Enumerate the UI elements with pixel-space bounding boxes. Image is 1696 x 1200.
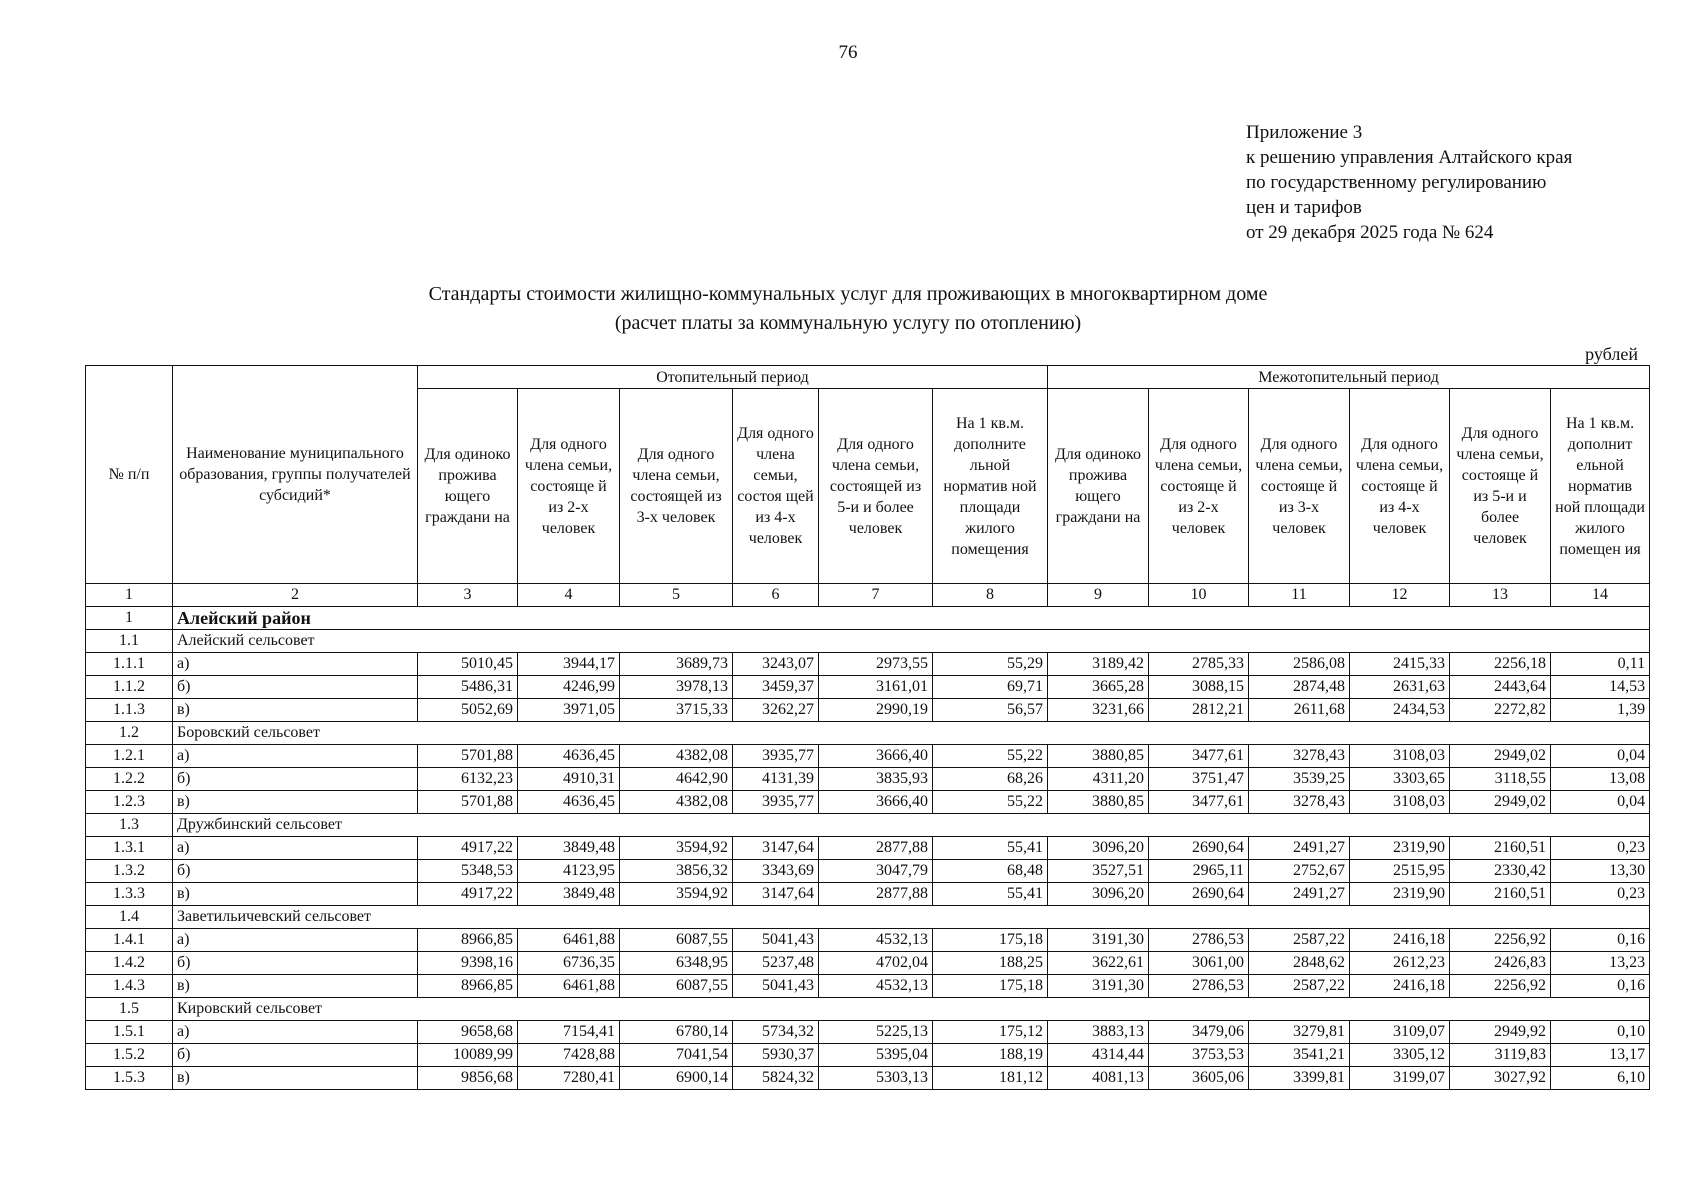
value-cell: 7154,41 xyxy=(518,1021,620,1044)
value-cell: 55,41 xyxy=(933,883,1048,906)
value-cell: 3849,48 xyxy=(518,837,620,860)
value-cell: 6,10 xyxy=(1551,1067,1650,1090)
value-cell: 3303,65 xyxy=(1350,768,1450,791)
appendix-line: цен и тарифов xyxy=(1246,197,1362,218)
header-non-heating-period: Межотопительный период xyxy=(1048,366,1650,389)
value-cell: 5824,32 xyxy=(733,1067,819,1090)
value-cell: 3835,93 xyxy=(819,768,933,791)
value-cell: 3594,92 xyxy=(620,883,733,906)
value-cell: 3279,81 xyxy=(1249,1021,1350,1044)
table-row xyxy=(86,975,1650,998)
value-cell: 10089,99 xyxy=(418,1044,518,1067)
title-line-1: Стандарты стоимости жилищно-коммунальных услуг для проживающих в многоквартирном доме xyxy=(428,283,1268,305)
table-row xyxy=(86,883,1650,906)
value-cell: 6461,88 xyxy=(518,929,620,952)
column-number: 8 xyxy=(933,584,1048,607)
value-cell: 3753,53 xyxy=(1149,1044,1249,1067)
value-cell: 3689,73 xyxy=(620,653,733,676)
row-number: 1.1.3 xyxy=(86,699,173,722)
value-cell: 3243,07 xyxy=(733,653,819,676)
subsidy-group-label: б) xyxy=(173,768,418,791)
value-cell: 175,18 xyxy=(933,975,1048,998)
value-cell: 55,41 xyxy=(933,837,1048,860)
value-cell: 3343,69 xyxy=(733,860,819,883)
appendix-line: Приложение 3 xyxy=(1246,122,1363,143)
municipality-name: Боровский сельсовет xyxy=(173,722,1650,745)
value-cell: 0,16 xyxy=(1551,929,1650,952)
value-cell: 3027,92 xyxy=(1450,1067,1551,1090)
value-cell: 4532,13 xyxy=(819,975,933,998)
value-cell: 5348,53 xyxy=(418,860,518,883)
value-cell: 3883,13 xyxy=(1048,1021,1149,1044)
value-cell: 3108,03 xyxy=(1350,745,1450,768)
value-cell: 2785,33 xyxy=(1149,653,1249,676)
municipality-name: Алейский сельсовет xyxy=(173,630,1650,653)
value-cell: 68,48 xyxy=(933,860,1048,883)
value-cell: 5486,31 xyxy=(418,676,518,699)
column-number: 3 xyxy=(418,584,518,607)
value-cell: 6087,55 xyxy=(620,929,733,952)
municipality-name: Кировский сельсовет xyxy=(173,998,1650,1021)
value-cell: 4131,39 xyxy=(733,768,819,791)
value-cell: 3231,66 xyxy=(1048,699,1149,722)
table-row xyxy=(86,1067,1650,1090)
header-non-heating-col: Для одиноко прожива ющего граждани на xyxy=(1048,389,1149,584)
value-cell: 2973,55 xyxy=(819,653,933,676)
value-cell: 4081,13 xyxy=(1048,1067,1149,1090)
row-number: 1.1.1 xyxy=(86,653,173,676)
value-cell: 3541,21 xyxy=(1249,1044,1350,1067)
header-heating-col: Для одного члена семьи, состоящей из 3-х человек xyxy=(620,389,733,584)
value-cell: 3278,43 xyxy=(1249,791,1350,814)
value-cell: 3108,03 xyxy=(1350,791,1450,814)
value-cell: 3262,27 xyxy=(733,699,819,722)
value-cell: 2272,82 xyxy=(1450,699,1551,722)
row-number: 1.2.3 xyxy=(86,791,173,814)
column-number: 5 xyxy=(620,584,733,607)
value-cell: 6087,55 xyxy=(620,975,733,998)
value-cell: 0,23 xyxy=(1551,883,1650,906)
value-cell: 13,30 xyxy=(1551,860,1650,883)
value-cell: 3191,30 xyxy=(1048,929,1149,952)
value-cell: 6461,88 xyxy=(518,975,620,998)
value-cell: 7280,41 xyxy=(518,1067,620,1090)
value-cell: 2491,27 xyxy=(1249,837,1350,860)
value-cell: 2587,22 xyxy=(1249,975,1350,998)
header-heating-col: На 1 кв.м. дополните льной норматив ной площади жилого помещения xyxy=(933,389,1048,584)
unit-label: рублей xyxy=(1585,344,1638,364)
column-number: 1 xyxy=(86,584,173,607)
value-cell: 3096,20 xyxy=(1048,883,1149,906)
table-body xyxy=(86,584,1650,1090)
municipality-name: Дружбинский сельсовет xyxy=(173,814,1650,837)
value-cell: 3978,13 xyxy=(620,676,733,699)
value-cell: 3944,17 xyxy=(518,653,620,676)
value-cell: 0,16 xyxy=(1551,975,1650,998)
header-num: № п/п xyxy=(86,366,173,584)
municipality-name: Заветильичевский сельсовет xyxy=(173,906,1650,929)
value-cell: 0,23 xyxy=(1551,837,1650,860)
row-number: 1.2 xyxy=(86,722,173,745)
value-cell: 4910,31 xyxy=(518,768,620,791)
value-cell: 6348,95 xyxy=(620,952,733,975)
value-cell: 3622,61 xyxy=(1048,952,1149,975)
row-number: 1.5.1 xyxy=(86,1021,173,1044)
value-cell: 13,17 xyxy=(1551,1044,1650,1067)
value-cell: 2330,42 xyxy=(1450,860,1551,883)
value-cell: 2990,19 xyxy=(819,699,933,722)
subsidy-group-label: б) xyxy=(173,952,418,975)
value-cell: 3191,30 xyxy=(1048,975,1149,998)
value-cell: 3119,83 xyxy=(1450,1044,1551,1067)
header-non-heating-col: Для одного члена семьи, состояще й из 5-и и более человек xyxy=(1450,389,1551,584)
value-cell: 2434,53 xyxy=(1350,699,1450,722)
value-cell: 5734,32 xyxy=(733,1021,819,1044)
value-cell: 3605,06 xyxy=(1149,1067,1249,1090)
value-cell: 3880,85 xyxy=(1048,791,1149,814)
value-cell: 2612,23 xyxy=(1350,952,1450,975)
appendix-block xyxy=(1246,120,1572,245)
value-cell: 2949,92 xyxy=(1450,1021,1551,1044)
column-number: 10 xyxy=(1149,584,1249,607)
row-number: 1.4.1 xyxy=(86,929,173,952)
header-heating-col: Для одного члена семьи, состояще й из 2-х человек xyxy=(518,389,620,584)
value-cell: 3666,40 xyxy=(819,745,933,768)
value-cell: 3199,07 xyxy=(1350,1067,1450,1090)
value-cell: 9398,16 xyxy=(418,952,518,975)
value-cell: 4532,13 xyxy=(819,929,933,952)
subsidy-group-label: в) xyxy=(173,975,418,998)
column-number: 13 xyxy=(1450,584,1551,607)
value-cell: 3665,28 xyxy=(1048,676,1149,699)
value-cell: 5395,04 xyxy=(819,1044,933,1067)
column-number: 11 xyxy=(1249,584,1350,607)
table-row xyxy=(86,745,1650,768)
value-cell: 3715,33 xyxy=(620,699,733,722)
value-cell: 68,26 xyxy=(933,768,1048,791)
value-cell: 2586,08 xyxy=(1249,653,1350,676)
value-cell: 4702,04 xyxy=(819,952,933,975)
subsidy-group-label: а) xyxy=(173,653,418,676)
value-cell: 3305,12 xyxy=(1350,1044,1450,1067)
value-cell: 3849,48 xyxy=(518,883,620,906)
subsidy-group-label: б) xyxy=(173,1044,418,1067)
table-row xyxy=(86,653,1650,676)
row-number: 1.1 xyxy=(86,630,173,653)
value-cell: 5237,48 xyxy=(733,952,819,975)
subsidy-group-label: в) xyxy=(173,699,418,722)
header-non-heating-col: Для одного члена семьи, состояще й из 2-х человек xyxy=(1149,389,1249,584)
value-cell: 2752,67 xyxy=(1249,860,1350,883)
value-cell: 5930,37 xyxy=(733,1044,819,1067)
value-cell: 2491,27 xyxy=(1249,883,1350,906)
value-cell: 2416,18 xyxy=(1350,975,1450,998)
value-cell: 3527,51 xyxy=(1048,860,1149,883)
value-cell: 2877,88 xyxy=(819,837,933,860)
value-cell: 3147,64 xyxy=(733,837,819,860)
row-number: 1.2.1 xyxy=(86,745,173,768)
value-cell: 3278,43 xyxy=(1249,745,1350,768)
column-number: 12 xyxy=(1350,584,1450,607)
row-number: 1.5.3 xyxy=(86,1067,173,1090)
value-cell: 2256,92 xyxy=(1450,975,1551,998)
row-number: 1.4.3 xyxy=(86,975,173,998)
value-cell: 3189,42 xyxy=(1048,653,1149,676)
value-cell: 14,53 xyxy=(1551,676,1650,699)
value-cell: 55,22 xyxy=(933,791,1048,814)
value-cell: 3971,05 xyxy=(518,699,620,722)
appendix-line: по государственному регулированию xyxy=(1246,172,1547,193)
value-cell: 5052,69 xyxy=(418,699,518,722)
subsidy-group-label: а) xyxy=(173,745,418,768)
value-cell: 3061,00 xyxy=(1149,952,1249,975)
section-row xyxy=(86,814,1650,837)
value-cell: 2949,02 xyxy=(1450,745,1551,768)
table-row xyxy=(86,791,1650,814)
value-cell: 2848,62 xyxy=(1249,952,1350,975)
value-cell: 8966,85 xyxy=(418,975,518,998)
value-cell: 2515,95 xyxy=(1350,860,1450,883)
row-number: 1.3.3 xyxy=(86,883,173,906)
column-number: 9 xyxy=(1048,584,1149,607)
value-cell: 5701,88 xyxy=(418,791,518,814)
value-cell: 3479,06 xyxy=(1149,1021,1249,1044)
value-cell: 56,57 xyxy=(933,699,1048,722)
value-cell: 6900,14 xyxy=(620,1067,733,1090)
value-cell: 2160,51 xyxy=(1450,837,1551,860)
tariff-table xyxy=(85,365,1650,1090)
table-row xyxy=(86,1044,1650,1067)
value-cell: 4311,20 xyxy=(1048,768,1149,791)
value-cell: 2319,90 xyxy=(1350,883,1450,906)
header-non-heating-col: Для одного члена семьи, состояще й из 3-х человек xyxy=(1249,389,1350,584)
appendix-line: от 29 декабря 2025 года № 624 xyxy=(1246,222,1494,243)
value-cell: 9856,68 xyxy=(418,1067,518,1090)
value-cell: 2426,83 xyxy=(1450,952,1551,975)
value-cell: 3161,01 xyxy=(819,676,933,699)
district-name: Алейский район xyxy=(173,607,1650,630)
subsidy-group-label: в) xyxy=(173,883,418,906)
value-cell: 9658,68 xyxy=(418,1021,518,1044)
value-cell: 4636,45 xyxy=(518,745,620,768)
value-cell: 2587,22 xyxy=(1249,929,1350,952)
section-row xyxy=(86,722,1650,745)
column-numbers-row xyxy=(86,584,1650,607)
table-row xyxy=(86,860,1650,883)
value-cell: 3935,77 xyxy=(733,745,819,768)
table-row xyxy=(86,837,1650,860)
row-number: 1.2.2 xyxy=(86,768,173,791)
value-cell: 4382,08 xyxy=(620,791,733,814)
value-cell: 7428,88 xyxy=(518,1044,620,1067)
column-number: 4 xyxy=(518,584,620,607)
header-heating-col: Для одного члена семьи, состоящей из 5-и и более человек xyxy=(819,389,933,584)
row-number: 1.3.1 xyxy=(86,837,173,860)
district-row xyxy=(86,607,1650,630)
subsidy-group-label: а) xyxy=(173,929,418,952)
value-cell: 3047,79 xyxy=(819,860,933,883)
value-cell: 2160,51 xyxy=(1450,883,1551,906)
value-cell: 2786,53 xyxy=(1149,929,1249,952)
row-number: 1.3.2 xyxy=(86,860,173,883)
value-cell: 0,11 xyxy=(1551,653,1650,676)
value-cell: 175,18 xyxy=(933,929,1048,952)
row-number: 1.4 xyxy=(86,906,173,929)
section-row xyxy=(86,998,1650,1021)
value-cell: 3856,32 xyxy=(620,860,733,883)
value-cell: 181,12 xyxy=(933,1067,1048,1090)
value-cell: 4917,22 xyxy=(418,837,518,860)
value-cell: 3399,81 xyxy=(1249,1067,1350,1090)
table-row xyxy=(86,768,1650,791)
value-cell: 3539,25 xyxy=(1249,768,1350,791)
document-title xyxy=(0,280,1696,338)
value-cell: 3935,77 xyxy=(733,791,819,814)
value-cell: 2949,02 xyxy=(1450,791,1551,814)
value-cell: 2415,33 xyxy=(1350,653,1450,676)
value-cell: 3477,61 xyxy=(1149,745,1249,768)
value-cell: 2416,18 xyxy=(1350,929,1450,952)
table-row xyxy=(86,699,1650,722)
value-cell: 175,12 xyxy=(933,1021,1048,1044)
row-number: 1.1.2 xyxy=(86,676,173,699)
subsidy-group-label: в) xyxy=(173,1067,418,1090)
table-row xyxy=(86,929,1650,952)
row-number: 1.4.2 xyxy=(86,952,173,975)
table-row xyxy=(86,676,1650,699)
value-cell: 4314,44 xyxy=(1048,1044,1149,1067)
value-cell: 188,19 xyxy=(933,1044,1048,1067)
value-cell: 5225,13 xyxy=(819,1021,933,1044)
value-cell: 5010,45 xyxy=(418,653,518,676)
table-row xyxy=(86,952,1650,975)
header-heating-col: Для одного члена семьи, состоя щей из 4-х человек xyxy=(733,389,819,584)
value-cell: 2690,64 xyxy=(1149,883,1249,906)
section-row xyxy=(86,630,1650,653)
value-cell: 4636,45 xyxy=(518,791,620,814)
value-cell: 3118,55 xyxy=(1450,768,1551,791)
value-cell: 2874,48 xyxy=(1249,676,1350,699)
header-heating-period: Отопительный период xyxy=(418,366,1048,389)
value-cell: 4382,08 xyxy=(620,745,733,768)
row-number: 1 xyxy=(86,607,173,630)
value-cell: 2786,53 xyxy=(1149,975,1249,998)
value-cell: 2319,90 xyxy=(1350,837,1450,860)
value-cell: 3459,37 xyxy=(733,676,819,699)
header-heating-col: Для одиноко прожива ющего граждани на xyxy=(418,389,518,584)
value-cell: 3666,40 xyxy=(819,791,933,814)
header-non-heating-col: Для одного члена семьи, состояще й из 4-х человек xyxy=(1350,389,1450,584)
value-cell: 3477,61 xyxy=(1149,791,1249,814)
value-cell: 5701,88 xyxy=(418,745,518,768)
value-cell: 7041,54 xyxy=(620,1044,733,1067)
value-cell: 3088,15 xyxy=(1149,676,1249,699)
value-cell: 13,08 xyxy=(1551,768,1650,791)
value-cell: 188,25 xyxy=(933,952,1048,975)
row-number: 1.3 xyxy=(86,814,173,837)
value-cell: 2690,64 xyxy=(1149,837,1249,860)
value-cell: 2443,64 xyxy=(1450,676,1551,699)
value-cell: 8966,85 xyxy=(418,929,518,952)
subsidy-group-label: а) xyxy=(173,1021,418,1044)
value-cell: 4917,22 xyxy=(418,883,518,906)
value-cell: 55,22 xyxy=(933,745,1048,768)
page-number: 76 xyxy=(838,42,858,63)
value-cell: 0,10 xyxy=(1551,1021,1650,1044)
value-cell: 5303,13 xyxy=(819,1067,933,1090)
column-number: 7 xyxy=(819,584,933,607)
value-cell: 3880,85 xyxy=(1048,745,1149,768)
value-cell: 3147,64 xyxy=(733,883,819,906)
value-cell: 1,39 xyxy=(1551,699,1650,722)
row-number: 1.5 xyxy=(86,998,173,1021)
value-cell: 3109,07 xyxy=(1350,1021,1450,1044)
value-cell: 3594,92 xyxy=(620,837,733,860)
subsidy-group-label: б) xyxy=(173,860,418,883)
row-number: 1.5.2 xyxy=(86,1044,173,1067)
subsidy-group-label: в) xyxy=(173,791,418,814)
subsidy-group-label: а) xyxy=(173,837,418,860)
value-cell: 5041,43 xyxy=(733,975,819,998)
value-cell: 55,29 xyxy=(933,653,1048,676)
value-cell: 3751,47 xyxy=(1149,768,1249,791)
header-name: Наименование муниципального образования, группы получателей субсидий* xyxy=(173,366,418,584)
table-row xyxy=(86,1021,1650,1044)
appendix-line: к решению управления Алтайского края xyxy=(1246,147,1573,168)
value-cell: 13,23 xyxy=(1551,952,1650,975)
value-cell: 0,04 xyxy=(1551,745,1650,768)
value-cell: 4123,95 xyxy=(518,860,620,883)
value-cell: 5041,43 xyxy=(733,929,819,952)
value-cell: 6132,23 xyxy=(418,768,518,791)
value-cell: 2256,18 xyxy=(1450,653,1551,676)
subsidy-group-label: б) xyxy=(173,676,418,699)
column-number: 2 xyxy=(173,584,418,607)
value-cell: 3096,20 xyxy=(1048,837,1149,860)
value-cell: 4642,90 xyxy=(620,768,733,791)
value-cell: 6736,35 xyxy=(518,952,620,975)
column-number: 14 xyxy=(1551,584,1650,607)
section-row xyxy=(86,906,1650,929)
value-cell: 2877,88 xyxy=(819,883,933,906)
header-non-heating-col: На 1 кв.м. дополнит ельной норматив ной площади жилого помещен ия xyxy=(1551,389,1650,584)
column-number: 6 xyxy=(733,584,819,607)
value-cell: 4246,99 xyxy=(518,676,620,699)
value-cell: 6780,14 xyxy=(620,1021,733,1044)
value-cell: 2611,68 xyxy=(1249,699,1350,722)
value-cell: 2965,11 xyxy=(1149,860,1249,883)
value-cell: 2812,21 xyxy=(1149,699,1249,722)
value-cell: 69,71 xyxy=(933,676,1048,699)
value-cell: 2631,63 xyxy=(1350,676,1450,699)
title-line-2: (расчет платы за коммунальную услугу по отоплению) xyxy=(614,312,1082,334)
value-cell: 2256,92 xyxy=(1450,929,1551,952)
value-cell: 0,04 xyxy=(1551,791,1650,814)
